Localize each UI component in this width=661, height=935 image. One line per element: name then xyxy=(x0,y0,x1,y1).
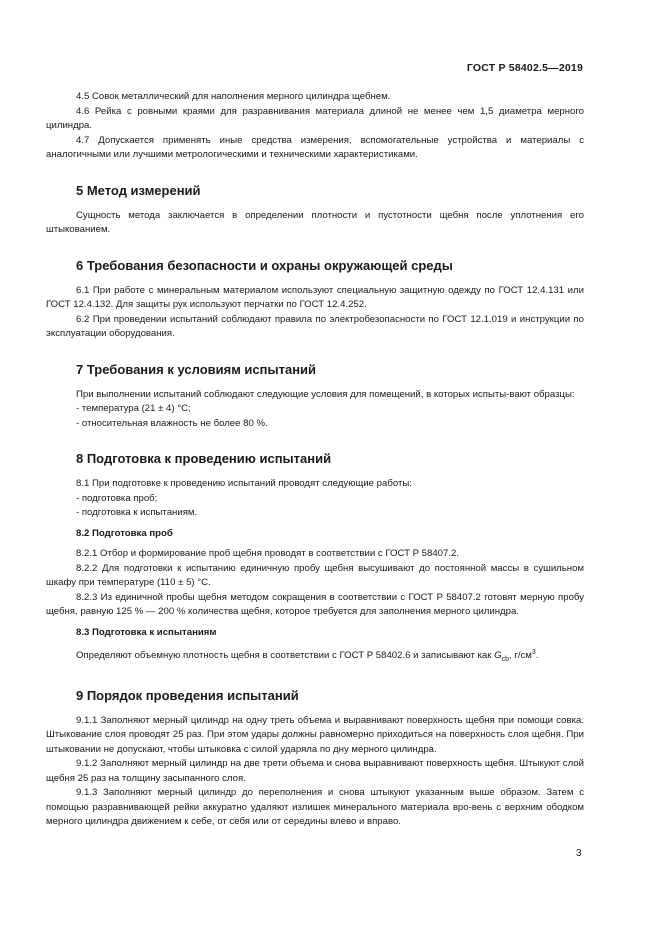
item-9-1-2: 9.1.2 Заполняют мерный цилиндр на две трети объема и снова выравнивают поверхность щебня. Штыкуют слой щебня 25 раз на толщину засыпанного слоя. xyxy=(46,758,584,784)
list-item: - подготовка к испытаниям. xyxy=(76,507,198,518)
density-unit-power: 3 xyxy=(531,649,536,656)
item-9-1-1: 9.1.1 Заполняют мерный цилиндр на одну треть объема и выравнивают поверхность щебня при помощи совка. Штыкование слоя проводят 25 раз. При этом удары должны равномерно приходиться на поверхность слоя щебня. При штыковании не допускают, чтобы штыковка с силой ударяла по дну мерного цилиндра. xyxy=(46,714,584,755)
item-4-5: 4.5 Совок металлический для наполнения мерного цилиндра щебнем. xyxy=(76,91,391,102)
item-8-2-1: 8.2.1 Отбор и формирование проб щебня проводят в соответствии с ГОСТ Р 58407.2. xyxy=(76,548,460,559)
page-content xyxy=(46,90,584,830)
section-9-heading: 9 Порядок проведения испытаний xyxy=(76,687,299,703)
subsection-8-3-heading: 8.3 Подготовка к испытаниям xyxy=(76,626,217,638)
subsection-8-2-heading: 8.2 Подготовка проб xyxy=(76,527,173,539)
list-item: - температура (21 ± 4) °С; xyxy=(76,403,191,414)
section-7-heading: 7 Требования к условиям испытаний xyxy=(76,361,317,377)
section-8-heading: 8 Подготовка к проведению испытаний xyxy=(76,451,332,466)
density-unit: , г/см xyxy=(509,650,532,662)
density-symbol: G xyxy=(494,650,502,662)
item-9-1-3: 9.1.3 Заполняют мерный цилиндр до переполнения и снова штыкуют указанным выше образом. Затем с помощью разравнивающей рейки аккуратно удаляют излишек минерального материала вро-вень с верхним ободком мерного цилиндра движением к себе, от себя или от середины влево и вправо. xyxy=(46,787,584,828)
item-6-1: 6.1 При работе с минеральным материалом используют специальную защитную одежду по ГОСТ 12.4.131 или ГОСТ 12.4.132. Для защиты рук используют перчатки по ГОСТ 12.4.252. xyxy=(46,284,584,310)
document-code-header: ГОСТ Р 58402.5—2019 xyxy=(466,62,583,74)
list-item: - подготовка проб; xyxy=(76,492,158,504)
density-subscript: cb xyxy=(501,656,510,664)
item-8-3-sentence: Определяют объемную плотность щебня в соответствии с ГОСТ Р 58402.6 и записывают как xyxy=(76,650,492,662)
section-7-intro: При выполнении испытаний соблюдают следующие условия для помещений, в которых испыты-вают образцы: xyxy=(76,388,575,400)
sentence-end: . xyxy=(535,650,539,662)
item-6-2: 6.2 При проведении испытаний соблюдают правила по электробезопасности по ГОСТ 12.1.019 и инструкции по эксплуатации оборудования. xyxy=(46,313,584,339)
item-4-7: 4.7 Допускается применять иные средства измерения, вспомогательные устройства и материалы с аналогичными или лучшими метрологическими и техническими характеристиками. xyxy=(46,134,584,160)
item-8-1: 8.1 При подготовке к проведению испытаний проводят следующие работы: xyxy=(76,478,412,489)
item-8-3-text xyxy=(46,646,584,668)
section-5-text: Сущность метода заключается в определении плотности и пустотности щебня после уплотнения его штыкованием. xyxy=(46,209,584,235)
item-4-6: 4.6 Рейка с ровными краями для разравнивания материала длиной не менее чем 1,5 диаметра мерного цилиндра. xyxy=(46,105,584,131)
section-5-heading: 5 Метод измерений xyxy=(76,182,201,198)
item-8-2-2: 8.2.2 Для подготовки к испытанию единичную пробу щебня высушивают до постоянной массы в сушильном шкафу при температуре (110 ± 5) °С. xyxy=(46,562,584,588)
item-8-2-3: 8.2.3 Из единичной пробы щебня методом сокращения в соответствии с ГОСТ Р 58407.2 готовят мерную пробу щебня, равную 125 % — 200 % количества щебня, которое требуется для заполнения мерного цилиндра. xyxy=(46,591,584,617)
page-number: 3 xyxy=(576,848,582,859)
list-item: - относительная влажность не более 80 %. xyxy=(76,417,268,429)
section-6-heading: 6 Требования безопасности и охраны окружающей среды xyxy=(76,257,453,273)
